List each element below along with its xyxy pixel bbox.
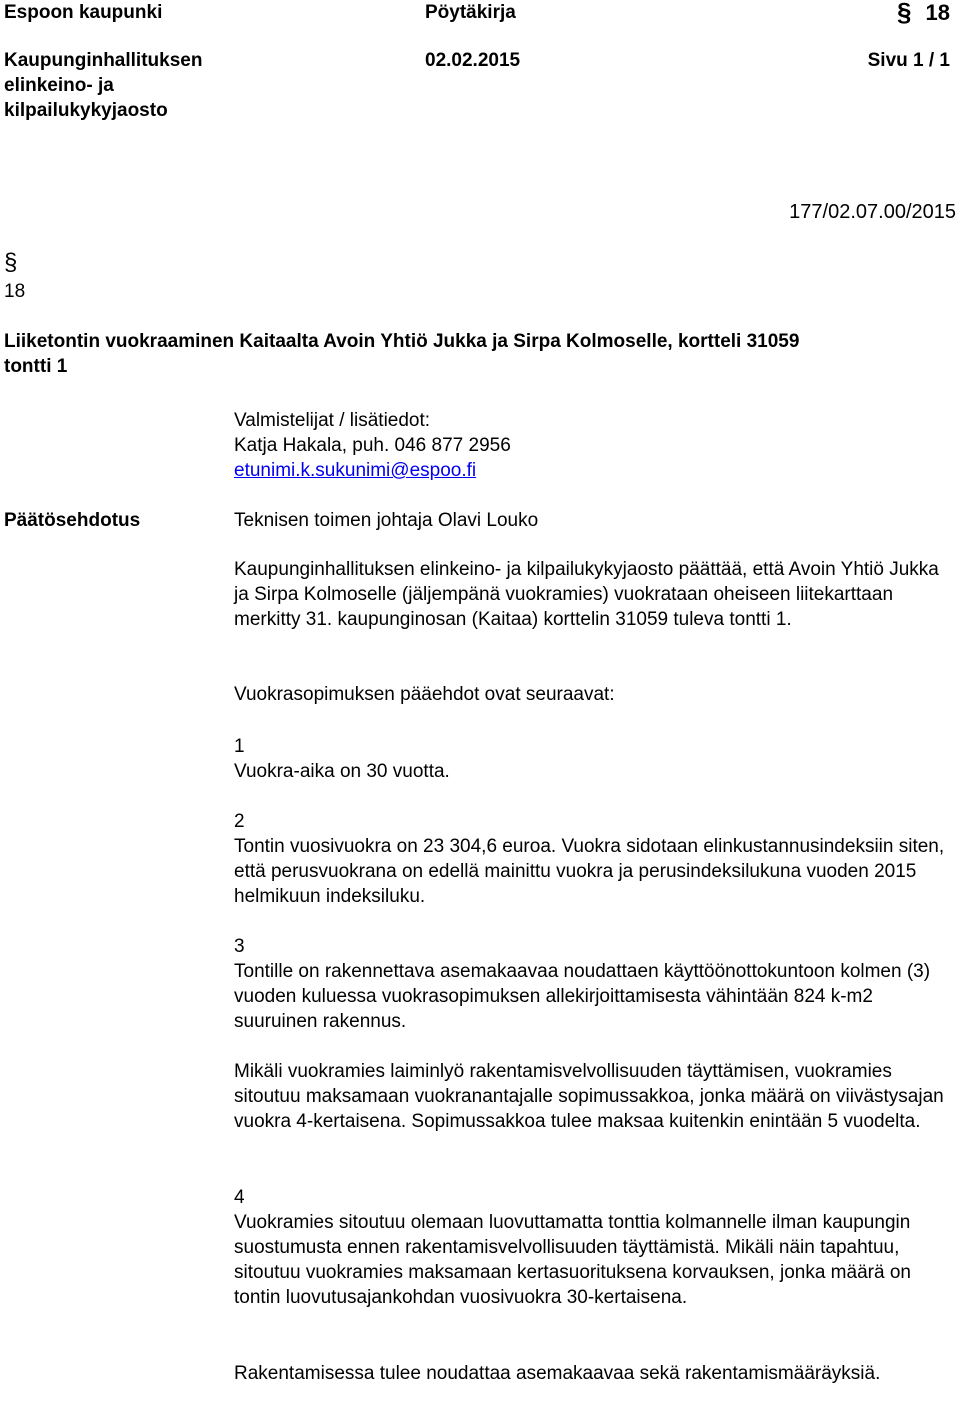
preparers-label: Valmistelijat / lisätiedot: [234,410,431,431]
term-2-number: 2 [234,811,245,832]
preparers-contact: Katja Hakala, puh. 046 877 2956 [234,435,511,456]
record-number: 177/02.07.00/2015 [789,201,956,223]
body-name-line3: kilpailukykyjaosto [4,100,168,121]
final-note: Rakentamisessa tulee noudattaa asemakaavaa sekä rakentamismääräyksiä. [234,1363,881,1384]
body-name-line1: Kaupunginhallituksen [4,50,203,71]
section-symbol: § [4,249,18,276]
term-3-penalty: Mikäli vuokramies laiminlyö rakentamisvelvollisuuden täyttämisen, vuokramies sitoutuu maksamaan vuokranantajalle sopimussakkoa, jonka määrä on viivästysajan vuokra 4-kertaisena. Sopimussakkoa tulee maksaa kuitenkin enintään 5 vuodelta. [234,1061,944,1132]
term-4-text: Vuokramies sitoutuu olemaan luovuttamatta tonttia kolmannelle ilman kaupungin suostumusta ennen rakentamisvelvollisuuden täyttämistä. Mikäli näin tapahtuu, sitoutuu vuokramies maksamaan kertasuorituksena korvauksen, jonka määrä on tontin luovutusajankohdan vuosivuokra 30-kertaisena. [234,1212,911,1308]
proposal-label: Päätösehdotus [4,510,141,531]
section-heading-number [4,249,26,322]
term-1-text: Vuokra-aika on 30 vuotta. [234,761,450,782]
term-3-number: 3 [234,936,245,957]
org-name: Espoon kaupunki [4,2,163,23]
proposal-presenter: Teknisen toimen johtaja Olavi Louko [234,510,539,531]
section-title-line1: Liiketontin vuokraaminen Kaitaalta Avoin Yhtiö Jukka ja Sirpa Kolmoselle, kortteli 31059 [4,331,800,352]
terms-heading: Vuokrasopimuksen pääehdot ovat seuraavat: [234,684,615,705]
section-title-line2: tontti 1 [4,356,68,377]
preparers-email-link[interactable]: etunimi.k.sukunimi@espoo.fi [234,460,477,481]
section-number-header [897,0,950,27]
section-symbol-header: § [897,0,912,27]
document-type: Pöytäkirja [425,2,516,23]
term-3-text: Tontille on rakennettava asemakaavaa noudattaen käyttöönottokuntoon kolmen (3) vuoden kuluessa vuokrasopimuksen allekirjoittamisesta vähintään 824 k-m2 suuruinen rakennus. [234,961,931,1032]
section-number-header-value: 18 [925,0,950,25]
section-number: 18 [4,281,26,302]
term-4-number: 4 [234,1187,245,1208]
page-indicator: Sivu 1 / 1 [867,50,950,71]
meeting-date: 02.02.2015 [425,50,521,71]
body-name-line2: elinkeino- ja [4,75,114,96]
decision-intro: Kaupunginhallituksen elinkeino- ja kilpailukykyjaosto päättää, että Avoin Yhtiö Jukka ja Sirpa Kolmoselle (jäljempänä vuokramies) vuokrataan oheiseen liitekarttaan merkitty 31. kaupunginosan (Kaitaa) korttelin 31059 tuleva tontti 1. [234,559,939,630]
term-2-text: Tontin vuosivuokra on 23 304,6 euroa. Vuokra sidotaan elinkustannusindeksiin siten, että perusvuokrana on edellä mainittu vuokra ja perusindeksilukuna vuoden 2015 helmikuun indeksiluku. [234,836,945,907]
term-1-number: 1 [234,736,245,757]
